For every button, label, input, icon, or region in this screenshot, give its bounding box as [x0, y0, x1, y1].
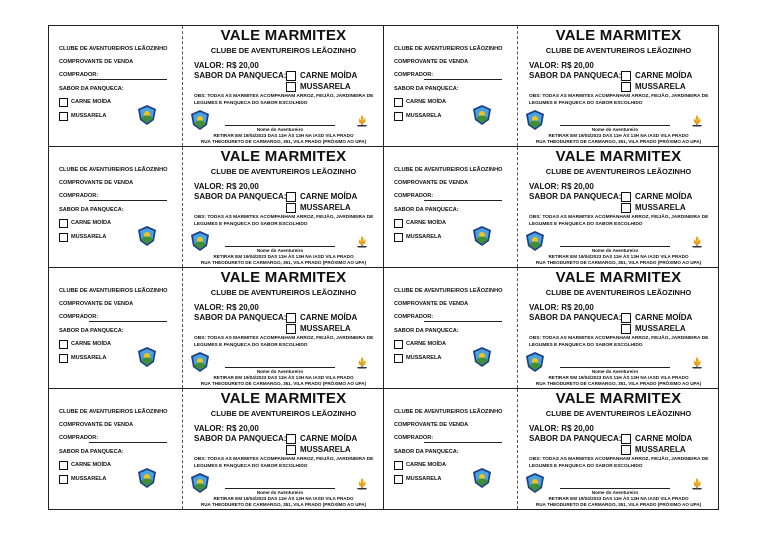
option-mussarela: MUSSARELA — [300, 324, 351, 333]
option-carne: CARNE MOÍDA — [300, 192, 358, 201]
stub-checkbox-carne[interactable] — [394, 461, 403, 470]
voucher — [384, 26, 719, 147]
voucher-title: VALE MARMITEX — [555, 148, 682, 165]
adventurers-emblem-icon — [137, 225, 157, 247]
stub-checkbox-carne[interactable] — [59, 219, 68, 228]
stub-buyer-label: COMPRADOR: — [394, 72, 434, 78]
voucher-obs: OBS: TODAS AS MARMITEX ACOMPANHAM ARROZ, FEIJÃO, JARDINEIRA DE LEGUMES E PANQUECA DO SABOR ESCOLHIDO — [529, 457, 709, 470]
stub-club: CLUBE DE AVENTUREIROS LEÃOZINHO — [59, 46, 168, 52]
stub-receipt-label: COMPROVANTE DE VENDA — [394, 422, 469, 428]
stub-buyer-label: COMPRADOR: — [59, 72, 99, 78]
pickup-info: RETIRAR EM 19/04/2023 DAS 11H ÀS 13H NA IASD VILA PRADO — [548, 133, 689, 138]
pickup-info: RETIRAR EM 19/04/2023 DAS 11H ÀS 13H NA IASD VILA PRADO — [548, 496, 689, 501]
stub-option-carne: CARNE MOÍDA — [406, 462, 447, 468]
church-flame-icon — [355, 235, 369, 249]
option-mussarela: MUSSARELA — [300, 203, 351, 212]
voucher-title: VALE MARMITEX — [555, 390, 682, 407]
stub-buyer-line — [424, 200, 502, 201]
pickup-address: RUA THEODURETO DE CARMARGO, 351, VILA PRADO (PRÓXIMO AO UPA) — [535, 502, 702, 507]
stub-receipt-label: COMPROVANTE DE VENDA — [394, 59, 469, 65]
voucher-main — [518, 389, 719, 509]
church-flame-icon — [690, 114, 704, 128]
stub-option-mussarela: MUSSARELA — [406, 113, 442, 119]
voucher-flavor-label: SABOR DA PANQUECA: — [194, 434, 287, 443]
signature-line — [225, 125, 335, 126]
stub-checkbox-carne[interactable] — [394, 98, 403, 107]
option-mussarela: MUSSARELA — [635, 203, 686, 212]
stub-option-carne: CARNE MOÍDA — [406, 99, 447, 105]
option-carne: CARNE MOÍDA — [635, 313, 693, 322]
voucher-price: VALOR: R$ 20,00 — [529, 303, 594, 312]
voucher-flavor-label: SABOR DA PANQUECA: — [529, 313, 622, 322]
checkbox-carne[interactable] — [286, 192, 296, 202]
pickup-address: RUA THEODURETO DE CARMARGO, 351, VILA PRADO (PRÓXIMO AO UPA) — [200, 502, 367, 507]
pickup-address: RUA THEODURETO DE CARMARGO, 351, VILA PRADO (PRÓXIMO AO UPA) — [535, 139, 702, 144]
voucher-obs: OBS: TODAS AS MARMITEX ACOMPANHAM ARROZ, FEIJÃO, JARDINEIRA DE LEGUMES E PANQUECA DO SABOR ESCOLHIDO — [529, 94, 709, 107]
signature-label: Nome do Aventureiro — [256, 248, 304, 253]
stub-flavor-label: SABOR DA PANQUECA: — [59, 449, 124, 455]
signature-label: Nome do Aventureiro — [591, 490, 639, 495]
stub-buyer-label: COMPRADOR: — [394, 314, 434, 320]
stub-club: CLUBE DE AVENTUREIROS LEÃOZINHO — [59, 409, 168, 415]
option-mussarela: MUSSARELA — [635, 324, 686, 333]
option-mussarela: MUSSARELA — [300, 82, 351, 91]
checkbox-carne[interactable] — [621, 192, 631, 202]
stub-receipt-label: COMPROVANTE DE VENDA — [59, 422, 134, 428]
signature-label: Nome do Aventureiro — [256, 127, 304, 132]
voucher-sheet — [48, 25, 719, 510]
pickup-address: RUA THEODURETO DE CARMARGO, 351, VILA PRADO (PRÓXIMO AO UPA) — [200, 260, 367, 265]
stub-flavor-label: SABOR DA PANQUECA: — [59, 86, 124, 92]
option-mussarela: MUSSARELA — [635, 445, 686, 454]
voucher-stub — [49, 147, 183, 267]
pickup-info: RETIRAR EM 19/04/2023 DAS 11H ÀS 13H NA IASD VILA PRADO — [213, 496, 354, 501]
stub-receipt-label: COMPROVANTE DE VENDA — [59, 180, 134, 186]
church-flame-icon — [355, 477, 369, 491]
signature-label: Nome do Aventureiro — [591, 127, 639, 132]
voucher — [49, 268, 384, 389]
voucher-main — [183, 389, 384, 509]
pickup-address: RUA THEODURETO DE CARMARGO, 351, VILA PRADO (PRÓXIMO AO UPA) — [535, 381, 702, 386]
voucher-main — [518, 268, 719, 388]
stub-option-mussarela: MUSSARELA — [71, 234, 107, 240]
voucher-stub — [384, 389, 518, 509]
voucher-price: VALOR: R$ 20,00 — [194, 424, 259, 433]
stub-option-mussarela: MUSSARELA — [71, 476, 107, 482]
stub-checkbox-mussarela[interactable] — [394, 475, 403, 484]
stub-flavor-label: SABOR DA PANQUECA: — [394, 449, 459, 455]
stub-checkbox-carne[interactable] — [394, 219, 403, 228]
stub-checkbox-mussarela[interactable] — [394, 233, 403, 242]
option-carne: CARNE MOÍDA — [300, 71, 358, 80]
stub-buyer-line — [424, 442, 502, 443]
stub-checkbox-mussarela[interactable] — [59, 475, 68, 484]
stub-checkbox-mussarela[interactable] — [394, 112, 403, 121]
stub-option-carne: CARNE MOÍDA — [71, 99, 112, 105]
voucher-obs: OBS: TODAS AS MARMITEX ACOMPANHAM ARROZ, FEIJÃO, JARDINEIRA DE LEGUMES E PANQUECA DO SABOR ESCOLHIDO — [194, 94, 374, 107]
voucher-obs: OBS: TODAS AS MARMITEX ACOMPANHAM ARROZ, FEIJÃO, JARDINEIRA DE LEGUMES E PANQUECA DO SABOR ESCOLHIDO — [194, 215, 374, 228]
church-flame-icon — [690, 235, 704, 249]
voucher-main — [183, 147, 384, 267]
option-carne: CARNE MOÍDA — [635, 71, 693, 80]
stub-option-carne: CARNE MOÍDA — [71, 341, 112, 347]
voucher-main — [183, 26, 384, 146]
adventurers-emblem-icon — [525, 472, 545, 494]
voucher-title: VALE MARMITEX — [220, 148, 347, 165]
signature-line — [225, 246, 335, 247]
stub-option-mussarela: MUSSARELA — [406, 355, 442, 361]
stub-buyer-label: COMPRADOR: — [394, 435, 434, 441]
stub-option-mussarela: MUSSARELA — [406, 234, 442, 240]
stub-buyer-line — [89, 200, 167, 201]
signature-label: Nome do Aventureiro — [256, 369, 304, 374]
checkbox-mussarela[interactable] — [286, 445, 296, 455]
voucher-main — [183, 268, 384, 388]
adventurers-emblem-icon — [472, 346, 492, 368]
church-flame-icon — [690, 356, 704, 370]
voucher-main — [518, 147, 719, 267]
stub-checkbox-mussarela[interactable] — [59, 354, 68, 363]
signature-label: Nome do Aventureiro — [591, 369, 639, 374]
voucher — [49, 389, 384, 510]
stub-buyer-line — [89, 321, 167, 322]
checkbox-mussarela[interactable] — [286, 203, 296, 213]
stub-buyer-line — [89, 79, 167, 80]
voucher — [49, 147, 384, 268]
signature-label: Nome do Aventureiro — [591, 248, 639, 253]
church-flame-icon — [690, 477, 704, 491]
voucher-obs: OBS: TODAS AS MARMITEX ACOMPANHAM ARROZ, FEIJÃO, JARDINEIRA DE LEGUMES E PANQUECA DO SABOR ESCOLHIDO — [529, 215, 709, 228]
voucher-club: CLUBE DE AVENTUREIROS LEÃOZINHO — [545, 409, 692, 418]
checkbox-carne[interactable] — [286, 313, 296, 323]
stub-option-carne: CARNE MOÍDA — [71, 220, 112, 226]
voucher-stub — [384, 147, 518, 267]
voucher-price: VALOR: R$ 20,00 — [194, 182, 259, 191]
voucher-obs: OBS: TODAS AS MARMITEX ACOMPANHAM ARROZ, FEIJÃO, JARDINEIRA DE LEGUMES E PANQUECA DO SABOR ESCOLHIDO — [194, 336, 374, 349]
voucher-stub — [384, 268, 518, 388]
pickup-address: RUA THEODURETO DE CARMARGO, 351, VILA PRADO (PRÓXIMO AO UPA) — [200, 381, 367, 386]
voucher-flavor-label: SABOR DA PANQUECA: — [529, 192, 622, 201]
voucher-flavor-label: SABOR DA PANQUECA: — [529, 434, 622, 443]
adventurers-emblem-icon — [137, 104, 157, 126]
adventurers-emblem-icon — [472, 225, 492, 247]
voucher-club: CLUBE DE AVENTUREIROS LEÃOZINHO — [545, 288, 692, 297]
option-mussarela: MUSSARELA — [635, 82, 686, 91]
option-carne: CARNE MOÍDA — [300, 434, 358, 443]
signature-label: Nome do Aventureiro — [256, 490, 304, 495]
stub-buyer-line — [424, 79, 502, 80]
church-flame-icon — [355, 114, 369, 128]
signature-line — [560, 367, 670, 368]
pickup-info: RETIRAR EM 19/04/2023 DAS 11H ÀS 13H NA IASD VILA PRADO — [213, 133, 354, 138]
stub-receipt-label: COMPROVANTE DE VENDA — [394, 180, 469, 186]
voucher-price: VALOR: R$ 20,00 — [529, 182, 594, 191]
adventurers-emblem-icon — [190, 472, 210, 494]
voucher-flavor-label: SABOR DA PANQUECA: — [529, 71, 622, 80]
adventurers-emblem-icon — [472, 104, 492, 126]
adventurers-emblem-icon — [137, 346, 157, 368]
voucher-obs: OBS: TODAS AS MARMITEX ACOMPANHAM ARROZ, FEIJÃO, JARDINEIRA DE LEGUMES E PANQUECA DO SABOR ESCOLHIDO — [194, 457, 374, 470]
voucher-obs: OBS: TODAS AS MARMITEX ACOMPANHAM ARROZ, FEIJÃO, JARDINEIRA DE LEGUMES E PANQUECA DO SABOR ESCOLHIDO — [529, 336, 709, 349]
stub-option-mussarela: MUSSARELA — [406, 476, 442, 482]
signature-line — [560, 246, 670, 247]
voucher-title: VALE MARMITEX — [220, 27, 347, 44]
stub-checkbox-mussarela[interactable] — [59, 112, 68, 121]
voucher-club: CLUBE DE AVENTUREIROS LEÃOZINHO — [545, 167, 692, 176]
voucher-stub — [49, 268, 183, 388]
pickup-info: RETIRAR EM 19/04/2023 DAS 11H ÀS 13H NA IASD VILA PRADO — [213, 254, 354, 259]
checkbox-carne[interactable] — [621, 71, 631, 81]
pickup-info: RETIRAR EM 19/04/2023 DAS 11H ÀS 13H NA IASD VILA PRADO — [548, 254, 689, 259]
signature-line — [225, 367, 335, 368]
stub-buyer-label: COMPRADOR: — [394, 193, 434, 199]
stub-checkbox-carne[interactable] — [59, 461, 68, 470]
church-flame-icon — [355, 356, 369, 370]
stub-checkbox-carne[interactable] — [59, 98, 68, 107]
stub-buyer-line — [89, 442, 167, 443]
voucher-club: CLUBE DE AVENTUREIROS LEÃOZINHO — [545, 46, 692, 55]
checkbox-carne[interactable] — [286, 71, 296, 81]
voucher — [49, 26, 384, 147]
checkbox-mussarela[interactable] — [286, 82, 296, 92]
checkbox-carne[interactable] — [621, 434, 631, 444]
stub-club: CLUBE DE AVENTUREIROS LEÃOZINHO — [394, 46, 503, 52]
stub-checkbox-mussarela[interactable] — [59, 233, 68, 242]
adventurers-emblem-icon — [190, 230, 210, 252]
adventurers-emblem-icon — [525, 109, 545, 131]
voucher-price: VALOR: R$ 20,00 — [529, 61, 594, 70]
pickup-info: RETIRAR EM 19/04/2023 DAS 11H ÀS 13H NA IASD VILA PRADO — [548, 375, 689, 380]
checkbox-mussarela[interactable] — [621, 203, 631, 213]
voucher-club: CLUBE DE AVENTUREIROS LEÃOZINHO — [210, 288, 357, 297]
checkbox-mussarela[interactable] — [621, 445, 631, 455]
stub-club: CLUBE DE AVENTUREIROS LEÃOZINHO — [394, 288, 503, 294]
voucher — [384, 268, 719, 389]
stub-club: CLUBE DE AVENTUREIROS LEÃOZINHO — [394, 409, 503, 415]
stub-flavor-label: SABOR DA PANQUECA: — [394, 328, 459, 334]
voucher-title: VALE MARMITEX — [220, 390, 347, 407]
stub-buyer-label: COMPRADOR: — [59, 193, 99, 199]
option-mussarela: MUSSARELA — [300, 445, 351, 454]
stub-option-carne: CARNE MOÍDA — [406, 341, 447, 347]
voucher-title: VALE MARMITEX — [220, 269, 347, 286]
stub-receipt-label: COMPROVANTE DE VENDA — [59, 301, 134, 307]
adventurers-emblem-icon — [190, 109, 210, 131]
adventurers-emblem-icon — [190, 351, 210, 373]
voucher-title: VALE MARMITEX — [555, 27, 682, 44]
checkbox-mussarela[interactable] — [621, 324, 631, 334]
checkbox-carne[interactable] — [621, 313, 631, 323]
voucher-stub — [49, 26, 183, 146]
voucher-stub — [49, 389, 183, 509]
stub-checkbox-carne[interactable] — [59, 340, 68, 349]
stub-checkbox-carne[interactable] — [394, 340, 403, 349]
stub-receipt-label: COMPROVANTE DE VENDA — [59, 59, 134, 65]
stub-flavor-label: SABOR DA PANQUECA: — [59, 328, 124, 334]
stub-flavor-label: SABOR DA PANQUECA: — [394, 207, 459, 213]
stub-buyer-label: COMPRADOR: — [59, 435, 99, 441]
adventurers-emblem-icon — [137, 467, 157, 489]
stub-checkbox-mussarela[interactable] — [394, 354, 403, 363]
voucher-club: CLUBE DE AVENTUREIROS LEÃOZINHO — [210, 46, 357, 55]
signature-line — [560, 125, 670, 126]
voucher-club: CLUBE DE AVENTUREIROS LEÃOZINHO — [210, 167, 357, 176]
stub-option-carne: CARNE MOÍDA — [71, 462, 112, 468]
voucher-club: CLUBE DE AVENTUREIROS LEÃOZINHO — [210, 409, 357, 418]
pickup-address: RUA THEODURETO DE CARMARGO, 351, VILA PRADO (PRÓXIMO AO UPA) — [200, 139, 367, 144]
voucher-stub — [384, 26, 518, 146]
pickup-address: RUA THEODURETO DE CARMARGO, 351, VILA PRADO (PRÓXIMO AO UPA) — [535, 260, 702, 265]
adventurers-emblem-icon — [472, 467, 492, 489]
checkbox-mussarela[interactable] — [286, 324, 296, 334]
stub-option-carne: CARNE MOÍDA — [406, 220, 447, 226]
voucher-price: VALOR: R$ 20,00 — [194, 303, 259, 312]
adventurers-emblem-icon — [525, 230, 545, 252]
stub-club: CLUBE DE AVENTUREIROS LEÃOZINHO — [394, 167, 503, 173]
voucher — [384, 147, 719, 268]
signature-line — [225, 488, 335, 489]
stub-option-mussarela: MUSSARELA — [71, 113, 107, 119]
voucher-price: VALOR: R$ 20,00 — [529, 424, 594, 433]
option-carne: CARNE MOÍDA — [635, 434, 693, 443]
option-carne: CARNE MOÍDA — [635, 192, 693, 201]
pickup-info: RETIRAR EM 19/04/2023 DAS 11H ÀS 13H NA IASD VILA PRADO — [213, 375, 354, 380]
voucher — [384, 389, 719, 510]
stub-club: CLUBE DE AVENTUREIROS LEÃOZINHO — [59, 167, 168, 173]
stub-club: CLUBE DE AVENTUREIROS LEÃOZINHO — [59, 288, 168, 294]
checkbox-mussarela[interactable] — [621, 82, 631, 92]
voucher-flavor-label: SABOR DA PANQUECA: — [194, 192, 287, 201]
voucher-price: VALOR: R$ 20,00 — [194, 61, 259, 70]
voucher-title: VALE MARMITEX — [555, 269, 682, 286]
voucher-main — [518, 26, 719, 146]
stub-option-mussarela: MUSSARELA — [71, 355, 107, 361]
voucher-flavor-label: SABOR DA PANQUECA: — [194, 71, 287, 80]
checkbox-carne[interactable] — [286, 434, 296, 444]
stub-flavor-label: SABOR DA PANQUECA: — [394, 86, 459, 92]
voucher-flavor-label: SABOR DA PANQUECA: — [194, 313, 287, 322]
stub-buyer-line — [424, 321, 502, 322]
signature-line — [560, 488, 670, 489]
adventurers-emblem-icon — [525, 351, 545, 373]
stub-receipt-label: COMPROVANTE DE VENDA — [394, 301, 469, 307]
stub-buyer-label: COMPRADOR: — [59, 314, 99, 320]
option-carne: CARNE MOÍDA — [300, 313, 358, 322]
stub-flavor-label: SABOR DA PANQUECA: — [59, 207, 124, 213]
